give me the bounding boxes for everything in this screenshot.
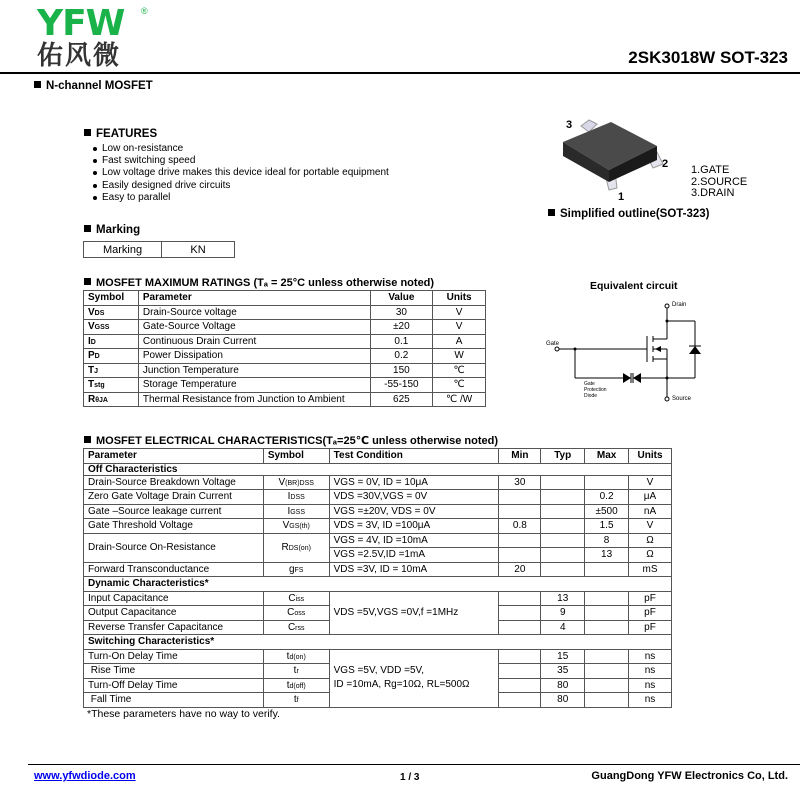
pin-drain: 3.DRAIN (691, 187, 735, 199)
marking-heading: Marking (84, 224, 140, 236)
table-row: Gate Threshold Voltage VGS(th) VDS = 3V, ID =100μA 0.8 1.5 V (84, 519, 672, 534)
table-row (84, 320, 486, 335)
footnote: *These parameters have no way to verify. (87, 708, 280, 720)
square-bullet-icon (548, 209, 555, 216)
pin-list (691, 165, 747, 200)
channel-type (34, 80, 153, 92)
param-cell: Power Dissipation (138, 349, 370, 364)
elec-heading: MOSFET ELECTRICAL CHARACTERISTICS(Tₐ=25℃ unless otherwise noted) (84, 434, 498, 447)
table-row (84, 363, 486, 378)
param-cell: Junction Temperature (138, 363, 370, 378)
header-divider (0, 72, 800, 74)
value-cell: -55-150 (370, 378, 433, 393)
equivalent-circuit-title: Equivalent circuit (590, 280, 678, 292)
table-row: VGS =2.5V,ID =1mA 13 Ω (84, 548, 672, 563)
logo-chinese: 佑风微 (37, 41, 122, 71)
company-name: GuangDong YFW Electronics Co, Ltd. (591, 770, 788, 782)
section-row: Off Characteristics (84, 463, 672, 475)
value-cell: 0.2 (370, 349, 433, 364)
table-header-row (84, 291, 486, 306)
table-row: Gate –Source leakage current IGSS VGS =±20V, VDS = 0V ±500 nA (84, 504, 672, 519)
unit-cell: A (433, 334, 486, 349)
features-heading: FEATURES (84, 128, 157, 140)
unit-cell: ℃ (433, 363, 486, 378)
col-symbol: Symbol (84, 291, 139, 306)
gate-label: Gate (546, 341, 560, 347)
page-number: 1 / 3 (400, 772, 420, 783)
symbol-cell: TJ (84, 363, 139, 378)
param-cell: Gate-Source Voltage (138, 320, 370, 335)
table-row: Rise Time tr 35 ns (84, 664, 672, 679)
square-bullet-icon (84, 225, 91, 232)
company-logo (37, 3, 157, 71)
symbol-cell: VDS (84, 305, 139, 320)
value-cell: 30 (370, 305, 433, 320)
max-ratings-heading: MOSFET MAXIMUM RATINGS (Tₐ = 25°C unless otherwise noted) (84, 277, 434, 289)
website-link[interactable]: www.yfwdiode.com (34, 770, 136, 782)
unit-cell: V (433, 320, 486, 335)
pin-gate: 1.GATE (691, 164, 730, 176)
unit-cell: W (433, 349, 486, 364)
logo-letters: YFW (37, 3, 125, 44)
value-cell: 625 (370, 392, 433, 407)
feature-item: Low on-resistance (91, 143, 389, 155)
param-cell: Continuous Drain Current (138, 334, 370, 349)
pin-number-3: 3 (566, 119, 573, 131)
param-cell: Thermal Resistance from Junction to Ambient (138, 392, 370, 407)
param-cell: Drain-Source voltage (138, 305, 370, 320)
table-row (84, 349, 486, 364)
pin-number-2: 2 (662, 158, 669, 170)
section-row: Switching Characteristics* (84, 635, 672, 650)
package-caption: Simplified outline(SOT-323) (548, 208, 710, 220)
feature-item: Fast switching speed (91, 155, 389, 167)
source-label: Source (672, 396, 692, 402)
table-row (84, 305, 486, 320)
table-row: Drain-Source Breakdown Voltage V(BR)DSS VGS = 0V, ID = 10μA 30 V (84, 475, 672, 490)
max-ratings-table (83, 290, 486, 407)
square-bullet-icon (84, 129, 91, 136)
footer-divider (28, 764, 800, 765)
table-row: Fall Time tf 80 ns (84, 693, 672, 708)
table-row: Zero Gate Voltage Drain Current IDSS VDS =30V,VGS = 0V 0.2 μA (84, 490, 672, 505)
table-row (84, 392, 486, 407)
pin-number-1: 1 (618, 191, 625, 203)
table-row: Turn-Off Delay Time td(off) 80 ns (84, 678, 672, 693)
channel-label: N-channel MOSFET (46, 80, 153, 92)
symbol-cell: VGSS (84, 320, 139, 335)
table-row: Drain-Source On-Resistance RDS(on) VGS = 4V, ID =10mA 8 Ω (84, 533, 672, 548)
feature-item: Low voltage drive makes this device ideal for portable equipment (91, 167, 389, 179)
section-row: Dynamic Characteristics* (84, 577, 672, 592)
unit-cell: ℃ /W (433, 392, 486, 407)
table-row: Forward Transconductance gFS VDS =3V, ID = 10mA 20 mS (84, 562, 672, 577)
elec-table (83, 448, 672, 708)
col-value: Value (370, 291, 433, 306)
symbol-cell: Tstg (84, 378, 139, 393)
table-header-row: Parameter Symbol Test Condition Min Typ Max Units (84, 449, 672, 464)
table-row: Input Capacitance Ciss VDS =5V,VGS =0V,f =1MHz 13 pF (84, 591, 672, 606)
table-row: Reverse Transfer Capacitance Crss 4 pF (84, 620, 672, 635)
square-bullet-icon (34, 81, 41, 88)
features-list (91, 143, 389, 204)
registered-mark: ® (141, 6, 148, 16)
square-bullet-icon (84, 436, 91, 443)
square-bullet-icon (84, 278, 91, 285)
marking-label: Marking (84, 242, 162, 258)
table-row (84, 334, 486, 349)
col-units: Units (433, 291, 486, 306)
feature-item: Easy to parallel (91, 192, 389, 204)
col-parameter: Parameter (138, 291, 370, 306)
param-cell: Storage Temperature (138, 378, 370, 393)
unit-cell: ℃ (433, 378, 486, 393)
symbol-cell: PD (84, 349, 139, 364)
marking-value: KN (162, 242, 235, 258)
table-row: Output Capacitance Coss 9 pF (84, 606, 672, 621)
symbol-cell: RθJA (84, 392, 139, 407)
value-cell: 150 (370, 363, 433, 378)
symbol-cell: ID (84, 334, 139, 349)
gate-protection-diode-label: Gate Protection Diode (584, 381, 607, 399)
table-row: Turn-On Delay Time td(on) VGS =5V, VDD =5V, ID =10mA, Rg=10Ω, RL=500Ω 15 ns (84, 649, 672, 664)
part-title: 2SK3018W SOT-323 (628, 48, 788, 67)
value-cell: 0.1 (370, 334, 433, 349)
feature-item: Easily designed drive circuits (91, 180, 389, 192)
marking-table (83, 241, 235, 258)
equivalent-circuit-diagram (545, 296, 725, 406)
table-row (84, 378, 486, 393)
pin-source: 2.SOURCE (691, 175, 748, 188)
value-cell: ±20 (370, 320, 433, 335)
drain-label: Drain (672, 302, 687, 308)
unit-cell: V (433, 305, 486, 320)
